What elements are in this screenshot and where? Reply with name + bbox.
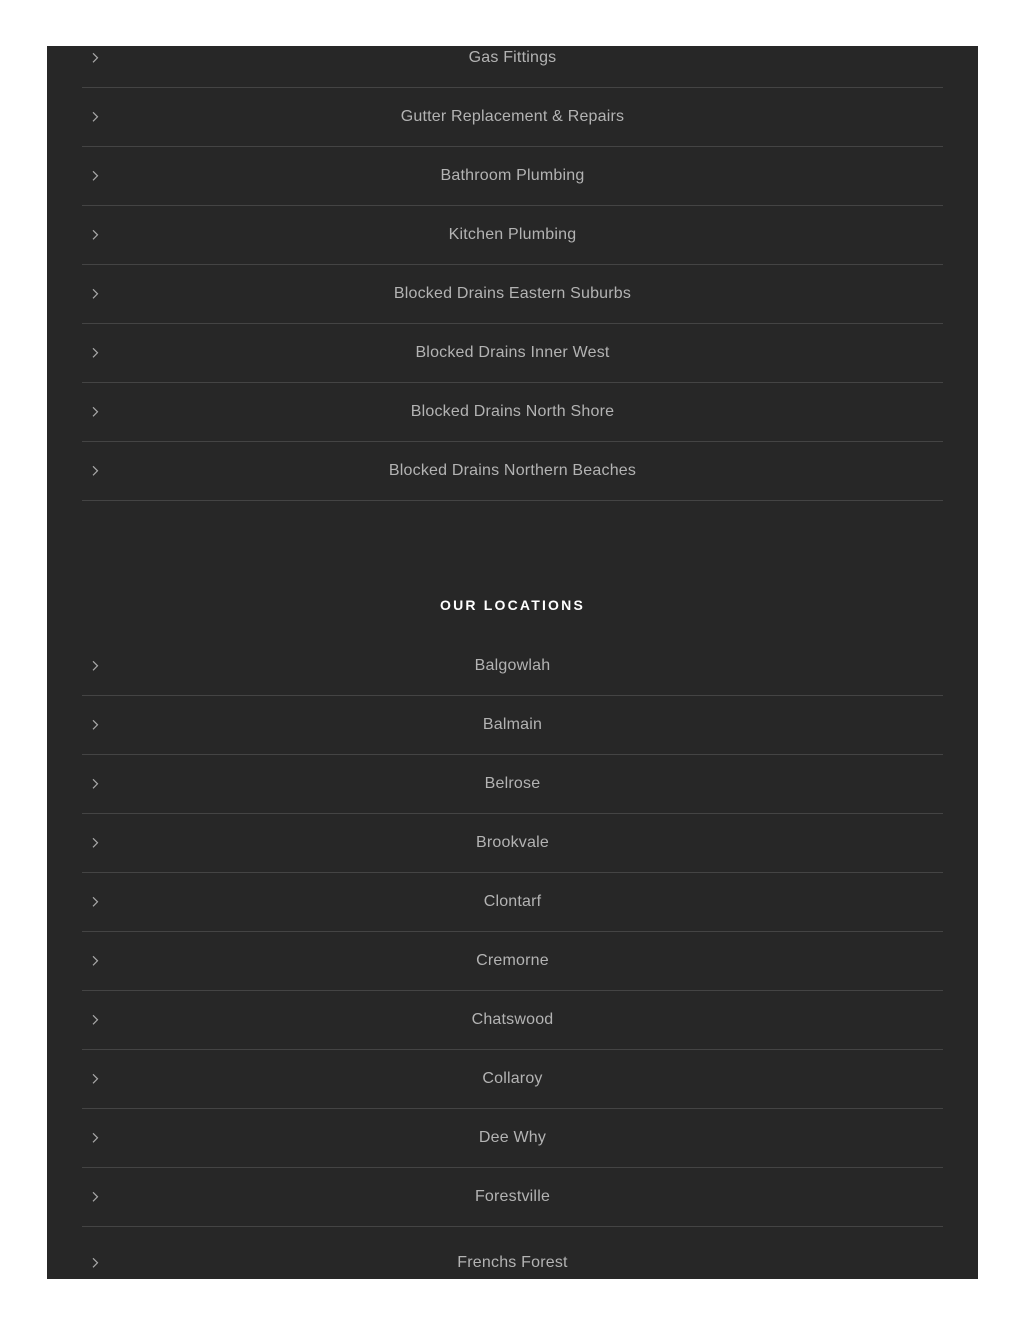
location-item-frenchs-forest[interactable] xyxy=(82,1227,943,1279)
services-list xyxy=(82,46,943,501)
chevron-right-icon xyxy=(90,1255,100,1269)
location-item-balgowlah[interactable] xyxy=(82,637,943,696)
list-item-label: Bathroom Plumbing xyxy=(440,167,585,184)
list-item-label: Kitchen Plumbing xyxy=(448,226,577,243)
chevron-right-icon xyxy=(90,50,100,64)
location-item-belrose[interactable] xyxy=(82,755,943,814)
list-item-label: Cremorne xyxy=(476,952,549,969)
chevron-right-icon xyxy=(90,227,100,241)
list-item-label: Blocked Drains Inner West xyxy=(415,344,610,361)
services-item-blocked-drains-eastern-suburbs[interactable] xyxy=(82,265,943,324)
services-item-bathroom-plumbing[interactable] xyxy=(82,147,943,206)
chevron-right-icon xyxy=(90,835,100,849)
list-item-label: Blocked Drains Northern Beaches xyxy=(388,462,637,479)
chevron-right-icon xyxy=(90,286,100,300)
services-item-blocked-drains-north-shore[interactable] xyxy=(82,383,943,442)
locations-list xyxy=(82,637,943,1279)
list-item-label: Frenchs Forest xyxy=(457,1254,568,1271)
list-item-label: Belrose xyxy=(484,775,541,792)
chevron-right-icon xyxy=(90,658,100,672)
list-item-label: Balgowlah xyxy=(474,657,551,674)
chevron-right-icon xyxy=(90,894,100,908)
chevron-right-icon xyxy=(90,109,100,123)
chevron-right-icon xyxy=(90,776,100,790)
list-item-label: Gutter Replacement & Repairs xyxy=(400,108,625,125)
services-item-blocked-drains-inner-west[interactable] xyxy=(82,324,943,383)
location-item-chatswood[interactable] xyxy=(82,991,943,1050)
list-item-label: Blocked Drains North Shore xyxy=(410,403,615,420)
chevron-right-icon xyxy=(90,404,100,418)
location-item-forestville[interactable] xyxy=(82,1168,943,1227)
list-item-label: Chatswood xyxy=(471,1011,554,1028)
location-item-brookvale[interactable] xyxy=(82,814,943,873)
chevron-right-icon xyxy=(90,1012,100,1026)
list-item-label: Collaroy xyxy=(482,1070,543,1087)
location-item-cremorne[interactable] xyxy=(82,932,943,991)
location-item-collaroy[interactable] xyxy=(82,1050,943,1109)
chevron-right-icon xyxy=(90,1071,100,1085)
location-item-balmain[interactable] xyxy=(82,696,943,755)
list-item-label: Gas Fittings xyxy=(468,49,557,66)
services-item-blocked-drains-northern-beaches[interactable] xyxy=(82,442,943,501)
list-item-label: Brookvale xyxy=(476,834,549,851)
list-item-label: Blocked Drains Eastern Suburbs xyxy=(393,285,632,302)
chevron-right-icon xyxy=(90,463,100,477)
chevron-right-icon xyxy=(90,953,100,967)
services-item-gutter-replacement[interactable] xyxy=(82,88,943,147)
footer-panel xyxy=(47,46,978,1279)
list-item-label: Clontarf xyxy=(483,893,542,910)
chevron-right-icon xyxy=(90,1130,100,1144)
chevron-right-icon xyxy=(90,1189,100,1203)
chevron-right-icon xyxy=(90,717,100,731)
location-item-dee-why[interactable] xyxy=(82,1109,943,1168)
chevron-right-icon xyxy=(90,168,100,182)
list-item-label: Dee Why xyxy=(478,1129,547,1146)
chevron-right-icon xyxy=(90,345,100,359)
location-item-clontarf[interactable] xyxy=(82,873,943,932)
services-item-gas-fittings[interactable] xyxy=(82,46,943,88)
services-item-kitchen-plumbing[interactable] xyxy=(82,206,943,265)
list-item-label: Forestville xyxy=(474,1188,551,1205)
locations-heading: OUR LOCATIONS xyxy=(439,597,585,613)
list-item-label: Balmain xyxy=(482,716,543,733)
